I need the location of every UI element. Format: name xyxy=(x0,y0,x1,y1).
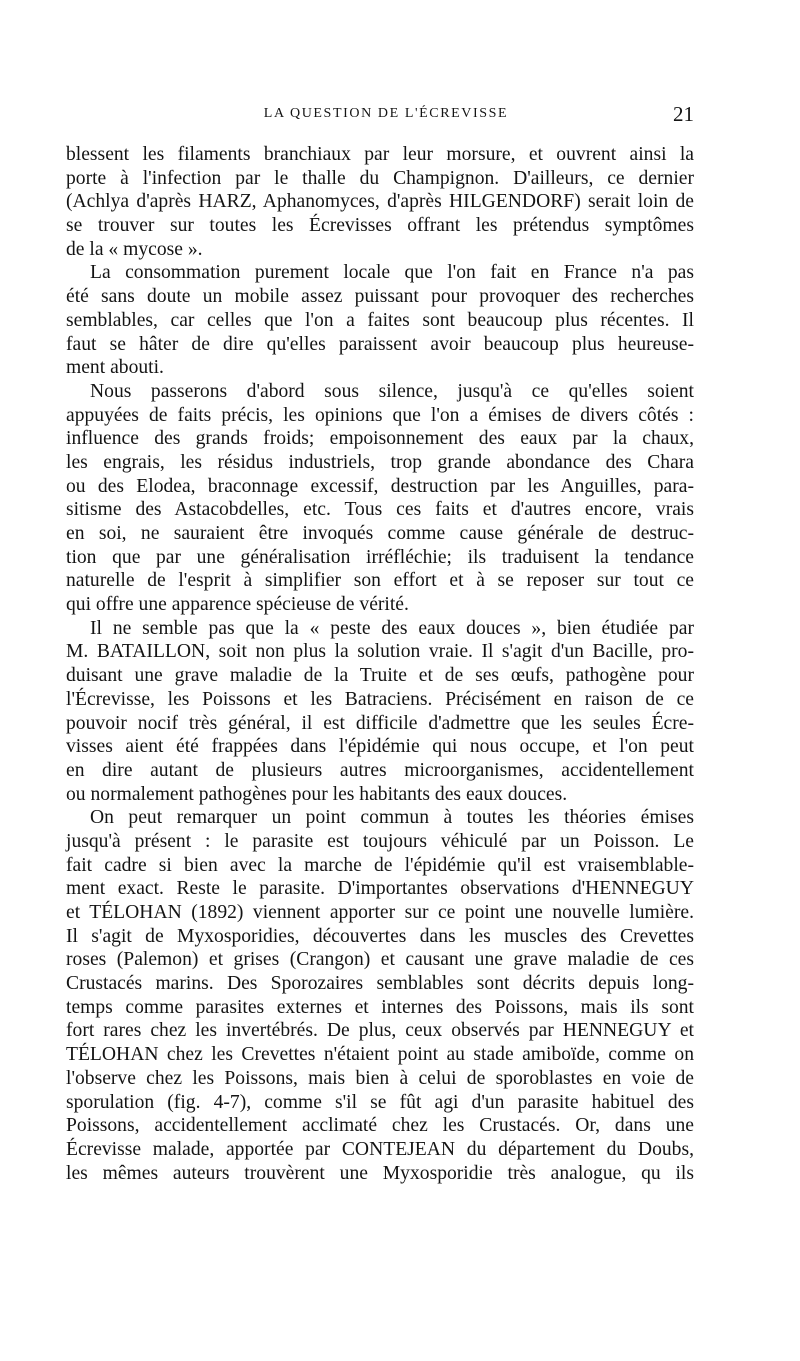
text-line: les engrais, les résidus industriels, trop grande abondance des Chara xyxy=(66,451,694,473)
text-line: ou normalement pathogènes pour les habitants des eaux douces. xyxy=(66,783,568,805)
text-line: ment abouti. xyxy=(66,357,164,379)
text-line: M. BATAILLON, soit non plus la solution vraie. Il s'agit d'un Bacille, pro- xyxy=(66,641,694,663)
text-line: visses aient été frappées dans l'épidémie qui nous occupe, et l'on peut xyxy=(66,736,694,758)
text-line: naturelle de l'esprit à simplifier son effort et à se reposer sur tout ce xyxy=(66,570,694,592)
text-line: Écrevisse malade, apportée par CONTEJEAN du département du Doubs, xyxy=(66,1138,694,1160)
text-line: qui offre une apparence spécieuse de vérité. xyxy=(66,594,409,616)
text-line: fort rares chez les invertébrés. De plus, ceux observés par HENNEGUY et xyxy=(66,1020,694,1042)
text-line: en soi, ne sauraient être invoqués comme cause générale de destruc- xyxy=(66,523,694,544)
text-line: Poissons, accidentellement acclimaté chez les Crustacés. Or, dans une xyxy=(66,1115,694,1137)
text-line: faut se hâter de dire qu'elles paraissent avoir beaucoup plus heureuse- xyxy=(66,333,694,355)
text-line: été sans doute un mobile assez puissant pour provoquer des recherches xyxy=(66,286,694,308)
text-line: temps comme parasites externes et internes des Poissons, mais ils sont xyxy=(66,996,694,1018)
text-line: se trouver sur toutes les Écrevisses offrant les prétendus symptômes xyxy=(66,215,694,237)
text-line: semblables, car celles que l'on a faites sont beaucoup plus récentes. Il xyxy=(66,309,694,331)
running-title: LA QUESTION DE L'ÉCREVISSE xyxy=(263,106,509,121)
text-line: Crustacés marins. Des Sporozaires semblables sont décrits depuis long- xyxy=(66,973,694,995)
text-line: l'observe chez les Poissons, mais bien à celui de sporoblastes en voie de xyxy=(66,1067,694,1089)
text-line: ment exact. Reste le parasite. D'importantes observations d'HENNEGUY xyxy=(66,878,694,900)
text-line: porte à l'infection par le thalle du Champignon. D'ailleurs, ce dernier xyxy=(66,167,694,189)
text-line: appuyées de faits précis, les opinions que l'on a émises de divers côtés : xyxy=(66,404,694,426)
text-line: influence des grands froids; empoisonnement des eaux par la chaux, xyxy=(66,428,694,450)
running-head xyxy=(66,104,694,128)
text-line: blessent les filaments branchiaux par leur morsure, et ouvrent ainsi la xyxy=(66,144,694,165)
text-line: sitisme des Astacobdelles, etc. Tous ces faits et d'autres encore, vrais xyxy=(66,499,694,521)
text-line: tion que par une généralisation irréfléchie; ils traduisent la tendance xyxy=(66,546,694,568)
text-line: fait cadre si bien avec la marche de l'épidémie qu'il est vraisemblable- xyxy=(66,854,694,876)
text-line: La consommation purement locale que l'on fait en France n'a pas xyxy=(90,262,694,284)
text-line: ou des Elodea, braconnage excessif, destruction par les Anguilles, para- xyxy=(66,475,694,497)
page-number: 21 xyxy=(673,102,694,126)
text-line: les mêmes auteurs trouvèrent une Myxosporidie très analogue, qu ils xyxy=(66,1162,694,1184)
text-line: roses (Palemon) et grises (Crangon) et causant une grave maladie de ces xyxy=(66,949,694,971)
text-line: l'Écrevisse, les Poissons et les Batraciens. Précisément en raison de ce xyxy=(66,688,694,710)
text-line: On peut remarquer un point commun à toutes les théories émises xyxy=(90,807,694,829)
text-line: et TÉLOHAN (1892) viennent apporter sur ce point une nouvelle lumière. xyxy=(66,902,694,923)
text-line: Il ne semble pas que la « peste des eaux douces », bien étudiée par xyxy=(90,617,694,639)
text-line: jusqu'à présent : le parasite est toujours véhiculé par un Poisson. Le xyxy=(66,830,694,852)
text-line: pouvoir nocif très général, il est difficile d'admettre que les seules Écre- xyxy=(66,712,694,734)
text-line: (Achlya d'après HARZ, Aphanomyces, d'après HILGENDORF) serait loin de xyxy=(66,191,694,213)
text-line: sporulation (fig. 4-7), comme s'il se fût agi d'un parasite habituel des xyxy=(66,1091,694,1113)
text-line: de la « mycose ». xyxy=(66,238,203,260)
text-line: TÉLOHAN chez les Crevettes n'étaient point au stade amiboïde, comme on xyxy=(66,1044,694,1066)
text-line: en dire autant de plusieurs autres microorganismes, accidentellement xyxy=(66,759,694,781)
text-line: Nous passerons d'abord sous silence, jusqu'à ce qu'elles soient xyxy=(90,380,694,402)
text-line: duisant une grave maladie de la Truite et de ses œufs, pathogène pour xyxy=(66,665,694,687)
body-text xyxy=(66,143,694,1185)
text-line: Il s'agit de Myxosporidies, découvertes dans les muscles des Crevettes xyxy=(66,925,694,947)
